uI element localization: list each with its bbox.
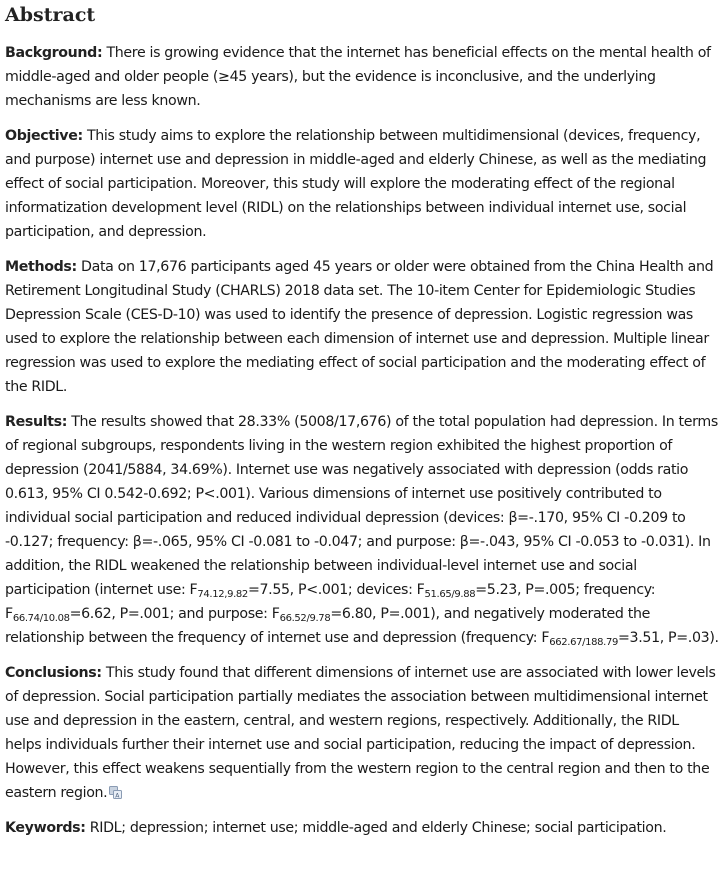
section-text: This study found that different dimensions of internet use are associated with lower levels of depression. Social participation partially mediates the association between multidimensional internet use and depression in the eastern, central, and western regions, respectively. Additionally, the RIDL helps individuals further their internet use and social participation, reducing the impact of depression. However, this effect weakens sequentially from the western region to the central region and then to the eastern region. xyxy=(5,665,716,801)
section-label: Conclusions: xyxy=(5,665,102,681)
section-keywords xyxy=(5,816,719,840)
abstract-heading: Abstract xyxy=(5,4,96,26)
section-text: =3.51, P=.03). xyxy=(618,630,719,646)
section-text: =6.80, P=.001), and negatively moderated the relationship between the frequency of internet use and depression (frequency: F xyxy=(5,606,650,646)
section-label: Methods: xyxy=(5,259,77,275)
statistic-subscript: 51.65/9.88 xyxy=(424,589,476,600)
statistic-subscript: 662.67/188.79 xyxy=(549,637,619,648)
abstract xyxy=(0,2,725,840)
section-text: This study aims to explore the relationship between multidimensional (devices, frequency, and purpose) internet use and depression in middle-aged and elderly Chinese, as well as the mediating effect of social participation. Moreover, this study will explore the moderating effect of the regional informatization development level (RIDL) on the relationships between individual internet use, social participation, and depression. xyxy=(5,128,707,240)
statistic-subscript: 74.12,9.82 xyxy=(197,589,248,600)
section-label: Background: xyxy=(5,45,103,61)
abstract-sections xyxy=(5,41,719,840)
section-label: Keywords: xyxy=(5,820,86,836)
section-text: =7.55, P<.001; devices: F xyxy=(247,582,425,598)
section-text: =5.23, P=.005; frequency: F xyxy=(5,582,656,622)
translate-icon[interactable] xyxy=(109,783,122,799)
svg-text:A: A xyxy=(115,792,120,799)
statistic-subscript: 66.52/9.78 xyxy=(279,613,331,624)
section-text: The results showed that 28.33% (5008/17,676) of the total population had depression. In terms of regional subgroups, respondents living in the western region exhibited the highest proportion of depression (2041/5884, 34.69%). Internet use was negatively associated with depression (odds ratio 0.613, 95% CI 0.542-0.692; P<.001). Various dimensions of internet use positively contributed to individual social participation and reduced individual depression (devices: β=-.170, 95% CI -0.209 to -0.127; frequency: β=-.065, 95% CI -0.081 to -0.047; and purpose: β=-.043, 95% CI -0.053 to -0.031). In addition, the RIDL weakened the relationship between individual-level internet use and social participation (internet use: F xyxy=(5,414,718,598)
section-conclusions xyxy=(5,661,719,805)
section-label: Results: xyxy=(5,414,68,430)
section-label: Objective: xyxy=(5,128,83,144)
section-objective xyxy=(5,124,719,244)
section-methods xyxy=(5,255,719,399)
section-results xyxy=(5,410,719,650)
section-text: RIDL; depression; internet use; middle-aged and elderly Chinese; social participation. xyxy=(85,820,667,836)
section-text: There is growing evidence that the internet has beneficial effects on the mental health of middle-aged and older people (≥45 years), but the evidence is inconclusive, and the underlying mechanisms are less known. xyxy=(5,45,711,109)
section-background xyxy=(5,41,719,113)
statistic-subscript: 66.74/10.08 xyxy=(12,613,70,624)
section-text: =6.62, P=.001; and purpose: F xyxy=(69,606,280,622)
section-text: Data on 17,676 participants aged 45 years or older were obtained from the China Health and Retirement Longitudinal Study (CHARLS) 2018 data set. The 10-item Center for Epidemiologic Studies Depression Scale (CES-D-10) was used to identify the presence of depression. Logistic regression was used to explore the relationship between each dimension of internet use and depression. Multiple linear regression was used to explore the mediating effect of social participation and the moderating effect of the RIDL. xyxy=(5,259,714,395)
